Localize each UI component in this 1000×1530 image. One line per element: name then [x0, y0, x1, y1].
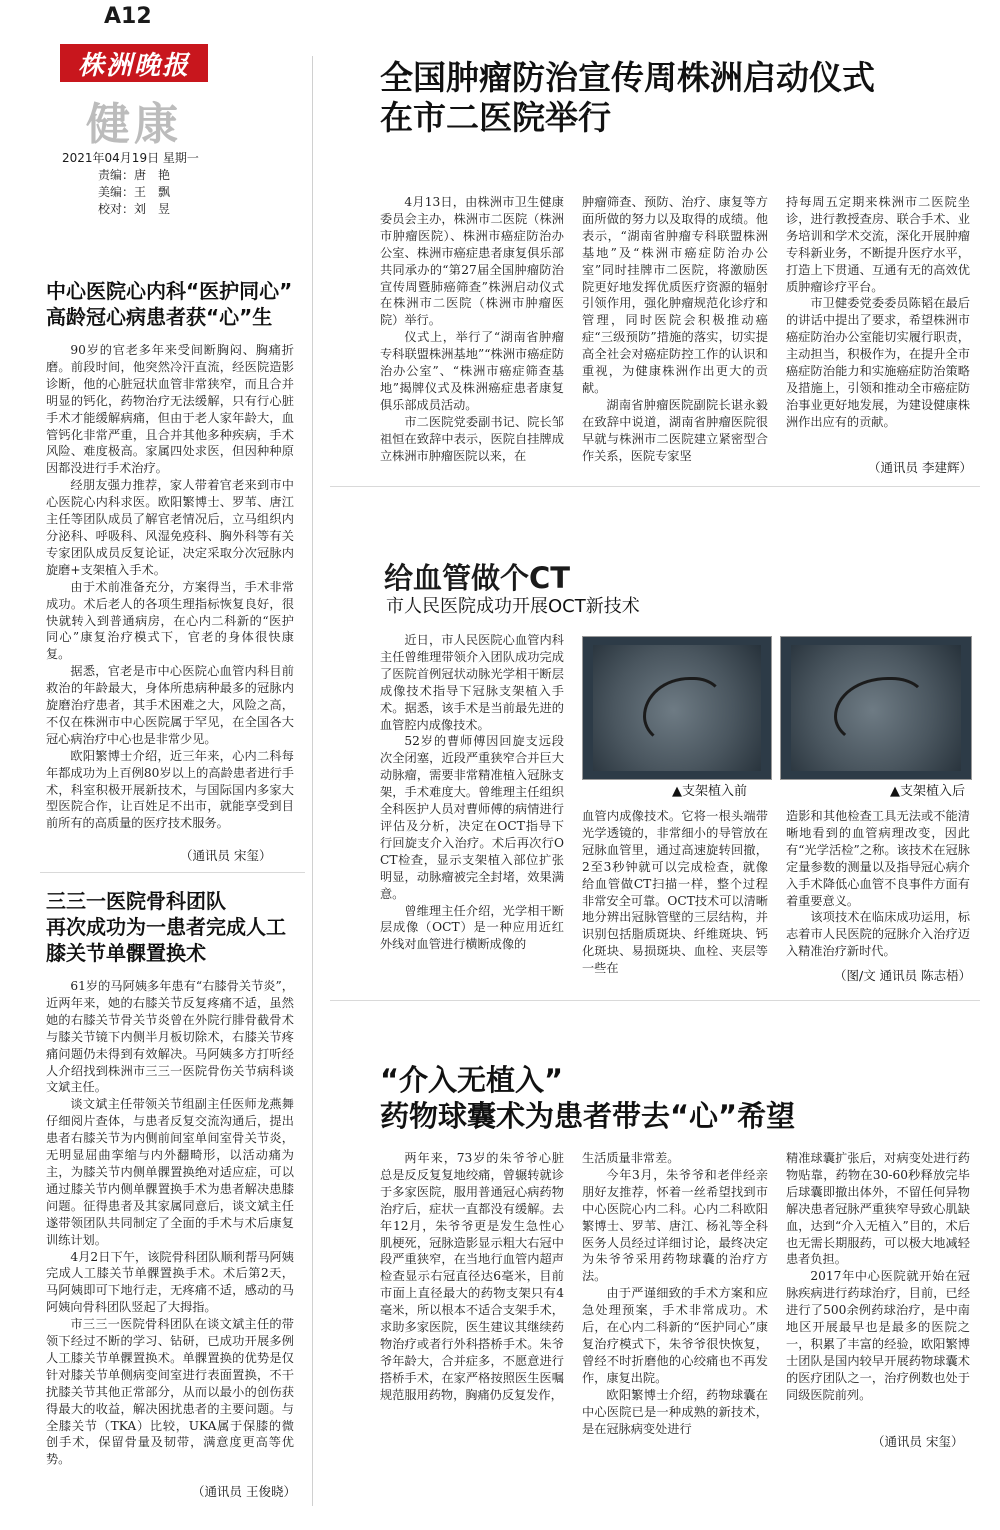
headline-cardiology: 中心医院心内科“医护同心” 高龄冠心病患者获“心”生	[46, 279, 293, 329]
tumor-week-col3: 持每周五定期来株洲市二医院坐诊，进行教授查房、联合手术、业务培训和学术交流，深化开展肿瘤专科新业务，不断提升医疗水平，打造上下贯通、互通有无的高效优质肿瘤诊疗平台。 市卫健委党委委员陈韬在最后的讲话中提出了要求，希望株洲市癌症防治办公室能切实履行职责，主动担当，积极作为，在提升全市癌症防治能力和实施癌症防治策略及措施上，引领和推动全市癌症防治事业更好地发展，为建设健康株洲作出应有的贡献。	[786, 195, 970, 429]
section-title: 健康	[86, 99, 182, 150]
caption-before: ▲支架植入前	[672, 784, 747, 799]
headline-tumor-week: 全国肿瘤防治宣传周株洲启动仪式 在市二医院举行	[380, 58, 875, 137]
divider	[330, 486, 980, 487]
balloon-col2: 生活质量非常差。 今年3月，朱爷爷和老伴经亲朋好友推荐，怀着一丝希望找到市中心医院心内二科。心内二科欧阳繁博士、罗苇、唐江、杨礼等全科医务人员经过详细讨论，最终决定为朱爷爷采用药物球囊的治疗方法。 由于严谨细致的手术方案和应急处理预案，手术非常成功。术后，在心内二科新的“医护同心”康复治疗模式下，朱爷爷很快恢复，曾经不时折磨他的心绞痛也不再发作，康复出院。 欧阳繁博士介绍，药物球囊在中心医院已是一种成熟的新技术，是在冠脉病变处进行	[582, 1151, 768, 1436]
cardiology-credit: （通讯员 宋玺）	[180, 848, 272, 863]
oct-col2: 血管内成像技术。它将一根头端带光学透镜的，非常细小的导管放在冠脉血管里，通过高速旋转回撤，2至3秒钟就可以完成检查，就像给血管做CT扫描一样，整个过程非常安全可靠。OCT技术可以清晰地分辨出冠脉管壁的三层结构，并识别包括脂质斑块、纤维斑块、钙化斑块、易损斑块、血栓、夹层等一些在	[582, 809, 768, 976]
cardiology-body: 90岁的官老多年来受间断胸闷、胸痛折磨。前段时间，他突然冷汗直流，经医院造影诊断，他的心脏冠状血管非常狭窄，而且合并明显的钙化，药物治疗无法缓解，只有行心脏手术才能缓解病痛，但由于老人家年龄大，血管钙化非常严重，且合并其他多种疾病，手术风险、难度极高。家属四处求医，但因种种原因都没进行手术治疗。 经朋友强力推荐，家人带着官老来到市中心医院心内科求医。欧阳繁博士、罗苇、唐江主任等团队成员了解官老情况后，立马组织内分泌科、呼吸科、风湿免疫科、胸外科等有关专家团队成员反复论证，决定采取分次冠脉内旋磨+支架植入手术。 由于术前准备充分，方案得当，手术非常成功。术后老人的各项生理指标恢复良好，很快就转入到普通病房，在心内二科新的“医护同心”康复治疗模式下，官老的身体很快康复。 据悉，官老是市中心医院心血管内科目前救治的年龄最大，身体所患病种最多的冠脉内旋磨治疗患者，其手术困难之大，风险之高，不仅在株洲市中心医院属于罕见，在全国各大冠心病治疗中心也是非常少见。 欧阳繁博士介绍，近三年来，心内二科每年都成功为上百例80岁以上的高龄患者进行手术，科室积极开展新技术，与国际国内多家大型医院合作，让百姓足不出市，就能享受到目前所有的高质量的医疗技术服务。	[46, 343, 294, 831]
headline-orthopedics: 三三一医院骨科团队 再次成功为一患者完成人工 膝关节单髁置换术	[46, 889, 286, 965]
oct-col3: 造影和其他检查工具无法或不能清晰地看到的血管病理改变，因此有“光学活检”之称。该技术在冠脉定量参数的测量以及指导冠心病介入手术降低心血管不良事件方面有着重要意义。 该项技术在临床成功运用，标志着市人民医院的冠脉介入治疗迈入精准治疗新时代。	[786, 809, 970, 959]
edition-info	[62, 150, 199, 218]
caption-after: ▲支架植入后	[890, 784, 965, 799]
balloon-credit: （通讯员 宋玺）	[872, 1434, 964, 1449]
designer-line: 美编：王 飘	[98, 185, 171, 199]
headline-balloon: “介入无植入” 药物球囊术为患者带去“心”希望	[380, 1063, 796, 1133]
column-divider	[312, 56, 313, 1506]
publish-date: 2021年04月19日 星期一	[62, 151, 199, 165]
page-number: A12	[104, 4, 152, 29]
angiogram-after-image	[780, 636, 972, 780]
orthopedics-body: 61岁的马阿姨多年患有“右膝骨关节炎”，近两年来，她的右膝关节反复疼痛不适，虽然她的右膝关节骨关节炎曾在外院行腓骨截骨术与膝关节镜下内侧半月板切除术，右膝关节疼痛问题仍未得到有效解决。马阿姨多方打听经人介绍找到株洲市三三一医院骨伤关节病科谈文斌主任。 谈文斌主任带领关节组副主任医师龙燕舞仔细阅片查体，与患者反复交流沟通后，提出患者右膝关节为内侧前间室单间室骨关节炎，无明显屈曲挛缩与内外翻畸形，以活动痛为主，为膝关节内侧单髁置换绝对适应症，可以通过膝关节内侧单髁置换手术为患者解决患膝问题。征得患者及其家属同意后，谈文斌主任遂带领团队共同制定了全面的手术与术后康复训练计划。 4月2日下午，该院骨科团队顺利帮马阿姨完成人工膝关节单髁置换手术。术后第2天，马阿姨即可下地行走，无疼痛不适，感动的马阿姨向骨科团队竖起了大拇指。 市三三一医院骨科团队在谈文斌主任的带领下经过不断的学习、钻研，已成功开展多例人工膝关节单髁置换术。单髁置换的优势是仅针对膝关节单侧病变间室进行表面置换，不干扰膝关节其他正常部分，从而以最小的创伤获得最大的收益，解决困扰患者的主要问题。与全膝关节（TKA）比较，UKA属于保膝的微创手术，保留骨量及韧带，满意度更高等优势。	[46, 979, 294, 1467]
balloon-col3: 精准球囊扩张后，对病变处进行药物贴靠，药物在30-60秒释放完毕后球囊即撤出体外，不留任何异物解决患者冠脉严重狭窄导致心肌缺血，达到“介入无植入”目的，术后也无需长期服药，可以极大地减轻患者负担。 2017年中心医院就开始在冠脉疾病进行药球治疗，目前，已经进行了500余例药球治疗，是中南地区开展最早也是最多的医院之一，积累了丰富的经验，欧阳繁博士团队是国内较早开展药物球囊术的医疗团队之一，治疗例数也处于同级医院前列。	[786, 1151, 970, 1402]
oct-col1: 近日，市人民医院心血管内科主任曾维理带领介入团队成功完成了医院首例冠状动脉光学相干断层成像技术指导下冠脉支架植入手术。据悉，该手术是当前最先进的血管腔内成像技术。 52岁的曹师傅因回旋支远段次全闭塞，近段严重狭窄合并巨大动脉瘤，需要非常精准植入冠脉支架，手术难度大。曾维理主任组织全科医护人员对曹师傅的病情进行评估及分析，决定在OCT指导下行回旋支介入治疗。术后再次行OCT检查，显示支架植入部位扩张明显，动脉瘤被完全封堵，效果满意。 曾维理主任介绍，光学相干断层成像（OCT）是一种应用近红外线对血管进行横断成像的	[380, 633, 564, 952]
newspaper-logo: 株洲晚报	[60, 44, 208, 82]
angiogram-before-image	[582, 636, 772, 780]
subheadline-oct: 市人民医院成功开展OCT新技术	[386, 596, 640, 617]
tumor-week-credit: （通讯员 李建辉）	[868, 460, 972, 475]
oct-credit: （图/文 通讯员 陈志梧）	[834, 968, 972, 983]
editor-line: 责编：唐 艳	[98, 168, 171, 182]
tumor-week-col2: 肿瘤筛查、预防、治疗、康复等方面所做的努力以及取得的成绩。他表示，“湖南省肿瘤专科联盟株洲基地”及“株洲市癌症防治办公室”同时挂牌市二医院，将激励医院更好地发挥优质医疗资源的辐射引领作用，强化肿瘤规范化诊疗和管理，同时医院会积极推动癌症“三级预防”措施的落实，切实提高全社会对癌症防控工作的认识和重视，为健康株洲作出更大的贡献。 湖南省肿瘤医院副院长谌永毅在致辞中说道，湖南省肿瘤医院很早就与株洲市二医院建立紧密型合作关系，医院专家坚	[582, 195, 768, 463]
tumor-week-col1: 4月13日，由株洲市卫生健康委员会主办，株洲市二医院（株洲市肿瘤医院）、株洲市癌症防治办公室、株洲市癌症患者康复俱乐部共同承办的“第27届全国肿瘤防治宣传周暨肺癌筛查”株洲启动仪式在株洲市二医院（株洲市肿瘤医院）举行。 仪式上，举行了“湖南省肿瘤专科联盟株洲基地”“株洲市癌症防治办公室”、“株洲市癌症筛查基地”揭牌仪式及株洲癌症患者康复俱乐部成员活动。 市二医院党委副书记、院长邹祖恒在致辞中表示，医院自挂牌成立株洲市肿瘤医院以来，在	[380, 195, 564, 463]
proofreader-line: 校对：刘 昱	[98, 202, 171, 216]
divider	[40, 872, 305, 873]
divider	[330, 1000, 980, 1001]
headline-oct: 给血管做个CT	[384, 561, 571, 595]
orthopedics-credit: （通讯员 王俊晓）	[192, 1484, 296, 1499]
balloon-col1: 两年来，73岁的朱爷爷心脏总是反反复复地绞痛，曾辗转就诊于多家医院，服用普通冠心病药物治疗后，症状一直都没有缓解。去年12月，朱爷爷更是发生急性心肌梗死，冠脉造影显示粗大右冠中段严重狭窄，在当地行血管内超声检查显示右冠直径达6毫米，目前市面上直径最大的药物支架只有4毫米，所以根本不适合支架手术，求助多家医院，医生建议其继续药物治疗或者行外科搭桥手术。朱爷爷年龄大，合并症多，不愿意进行搭桥手术，在家严格按照医生医嘱规范服用药物，胸痛仍反复发作，	[380, 1151, 564, 1402]
